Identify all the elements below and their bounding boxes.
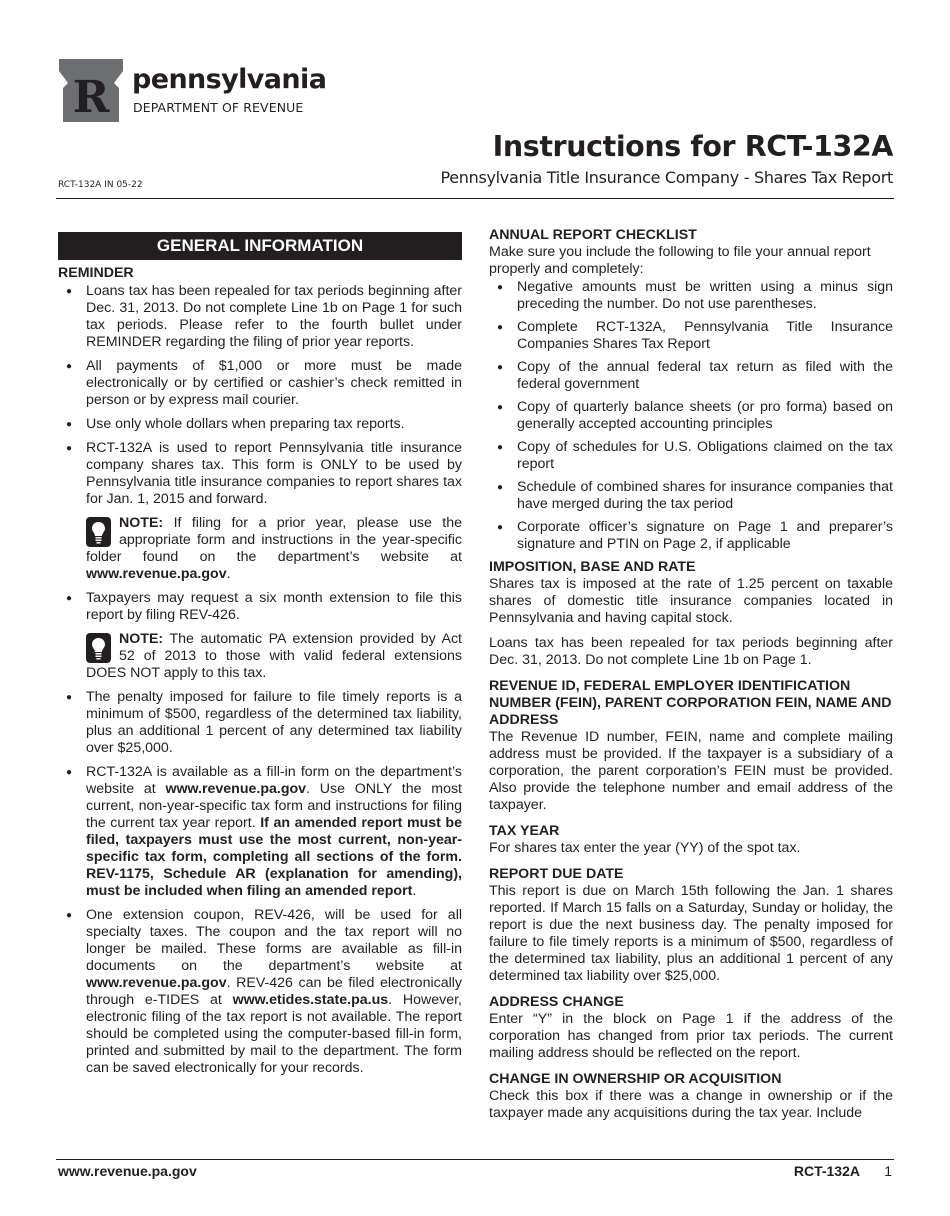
due-date-text: This report is due on March 15th following the Jan. 1 shares reported. If March 15 falls on a Saturday, Sunday or holiday, the report is due the next business day. The penalty imposed for failure to file timely reports is a minimum of $500, regardless of the determined tax liability, plus an additional 1 percent of any determined tax liability over $25,000. [489,883,893,984]
reminder-list-2 [58,590,462,624]
list-item: ● The penalty imposed for failure to file timely reports is a minimum of $500, regardless of the determined tax liability, plus an additional 1 percent of any determined tax liability over $25,000. [58,689,462,757]
page-subtitle: Pennsylvania Title Insurance Company - Shares Tax Report [440,168,893,187]
address-change-heading: ADDRESS CHANGE [489,994,624,1010]
ownership-heading: CHANGE IN OWNERSHIP OR ACQUISITION [489,1071,782,1087]
pa-revenue-logo [56,56,346,126]
list-item [58,764,462,900]
note-label: NOTE: [119,631,164,647]
note-box [86,631,462,682]
note-end: . [226,566,231,582]
item-bold-text: If an amended report must be filed, taxpayers must use the most current, non-year-specific tax form, completing all sections of the form. REV-1175, Schedule AR (explanation for amending), must be included when filing an amended report [86,815,462,899]
checklist-list [489,279,893,553]
reminder-list-3 [58,689,462,1077]
page-title: Instructions for RCT-132A [492,130,893,163]
footer-website-link[interactable]: www.revenue.pa.gov [58,1163,197,1179]
item-text: One extension coupon, REV-426, will be used for all specialty taxes. The coupon and the tax report will no longer be mailed. These forms are available as fill-in documents on the department’s website at [86,907,462,974]
list-item: ● Loans tax has been repealed for tax periods beginning after Dec. 31, 2013. Do not complete Line 1b on Page 1 for such tax periods. Please refer to the fourth bullet under REMINDER regarding the filing of prior year reports. [58,283,462,351]
checklist-intro: Make sure you include the following to file your annual report properly and completely: [489,244,871,277]
brand-name: pennsylvania [132,64,327,95]
tax-year-text: For shares tax enter the year (YY) of the spot tax. [489,840,801,856]
list-item [58,907,462,1077]
list-item: ● Negative amounts must be written using a minus sign preceding the number. Do not use parentheses. [489,279,893,313]
section-title: GENERAL INFORMATION [58,232,462,260]
imposition-text-2: Loans tax has been repealed for tax periods beginning after Dec. 31, 2013. Do not complete Line 1b on Page 1. [489,635,893,668]
note-text: The automatic PA extension provided by Act 52 of 2013 to those with valid federal extensions DOES NOT apply to this tax. [86,631,462,681]
right-column [489,227,893,1122]
item-text: . REV-426 can be filed electronically through e-TIDES at [86,975,462,1008]
note-box [86,515,462,583]
item-text: . However, electronic filing of the tax report is not available. The report should be completed using the computer-based fill-in form, printed and submitted by mail to the department. The form can be saved electronically for your records. [86,992,462,1076]
list-item: ● Copy of the annual federal tax return as filed with the federal government [489,359,893,393]
lightbulb-icon [86,633,111,663]
list-item: ● Corporate officer’s signature on Page 1 and preparer’s signature and PTIN on Page 2, if applicable [489,519,893,553]
list-item: ● Taxpayers may request a six month extension to file this report by filing REV-426. [58,590,462,624]
imposition-heading: IMPOSITION, BASE AND RATE [489,559,696,575]
address-change-text: Enter “Y” in the block on Page 1 if the address of the corporation has changed from prior tax periods. The current mailing address should be reflected on the report. [489,1011,893,1061]
website-link[interactable]: www.revenue.pa.gov [165,781,307,797]
logo-letter: R [72,72,110,123]
ownership-text: Check this box if there was a change in ownership or if the taxpayer made any acquisitions during the tax year. Include [489,1088,893,1121]
list-item: ● Schedule of combined shares for insurance companies that have merged during the tax period [489,479,893,513]
reminder-heading: REMINDER [58,265,134,281]
lightbulb-icon [86,517,111,547]
due-date-heading: REPORT DUE DATE [489,866,624,882]
item-text: RCT-132A is available as a fill-in form on the department’s website at [86,764,462,797]
keystone-icon [56,56,126,124]
list-item: ● All payments of $1,000 or more must be made electronically or by certified or cashier’s check remitted in person or by express mail courier. [58,358,462,409]
footer-divider [56,1159,894,1160]
etides-link[interactable]: www.etides.state.pa.us [232,992,389,1008]
list-item: ● Copy of quarterly balance sheets (or pro forma) based on generally accepted accounting principles [489,399,893,433]
list-item: ● Use only whole dollars when preparing tax reports. [58,416,462,433]
imposition-text: Shares tax is imposed at the rate of 1.25 percent on taxable shares of domestic title insurance companies located in Pennsylvania and having capital stock. [489,576,893,626]
item-text: . Use ONLY the most current, non-year-specific tax form and instructions for filing the current tax year report. [86,781,462,831]
note-text: If filing for a prior year, please use the appropriate form and instructions in the year-specific folder found on the department’s website at [86,515,462,565]
list-item: ● RCT-132A is used to report Pennsylvania title insurance company shares tax. This form is ONLY to be used by Pennsylvania title insurance companies to report shares tax for Jan. 1, 2015 and forward. [58,440,462,508]
list-item: ● Copy of schedules for U.S. Obligations claimed on the tax report [489,439,893,473]
checklist-heading: ANNUAL REPORT CHECKLIST [489,227,697,243]
left-column [58,232,462,1084]
form-code: RCT-132A IN 05-22 [58,180,143,190]
department-name: DEPARTMENT OF REVENUE [133,100,304,115]
footer-form-id: RCT-132A [793,1163,860,1179]
item-text: . [412,883,417,899]
list-item: ● Complete RCT-132A, Pennsylvania Title Insurance Companies Shares Tax Report [489,319,893,353]
revenue-id-heading: REVENUE ID, FEDERAL EMPLOYER IDENTIFICATION NUMBER (FEIN), PARENT CORPORATION FEIN, NAME AND ADDRESS [489,678,892,728]
tax-year-heading: TAX YEAR [489,823,560,839]
website-link[interactable]: www.revenue.pa.gov [86,566,227,582]
website-link[interactable]: www.revenue.pa.gov [86,975,227,991]
header-divider [56,198,894,199]
reminder-list [58,283,462,508]
revenue-id-text: The Revenue ID number, FEIN, name and complete mailing address must be provided. If the taxpayer is a subsidiary of a corporation, the parent corporation’s FEIN must be provided. Also provide the telephone number and email address of the taxpayer. [489,729,893,813]
page-number: 1 [884,1163,892,1179]
note-label: NOTE: [119,515,164,531]
